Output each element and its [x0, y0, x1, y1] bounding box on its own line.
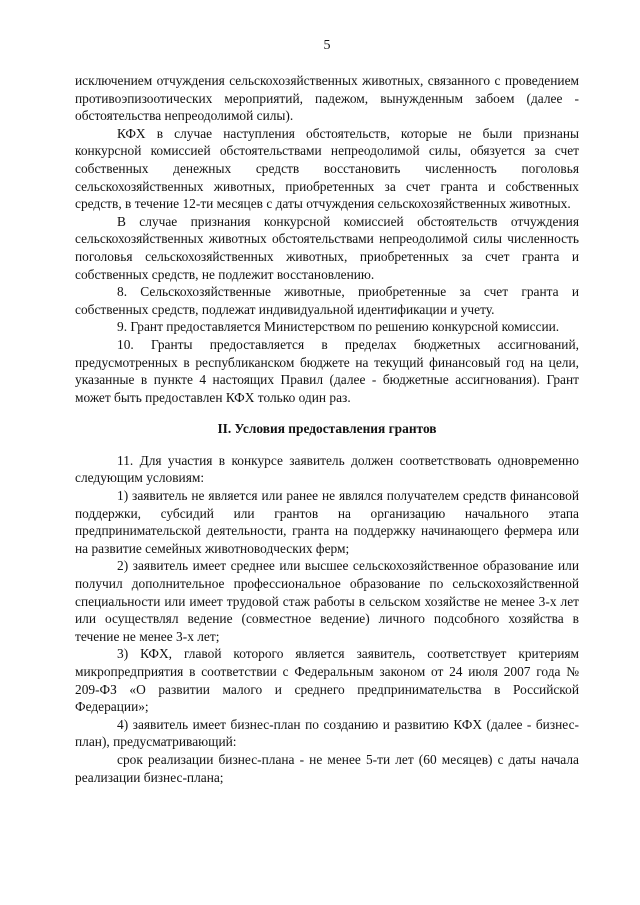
paragraph-business-plan-term: срок реализации бизнес-плана - не менее 5-ти лет (60 месяцев) с даты начала реализации бизнес-плана;: [75, 751, 579, 785]
paragraph-item-9: 9. Грант предоставляется Министерством по решению конкурсной комиссии.: [117, 319, 560, 335]
page-number: 5: [323, 38, 331, 53]
paragraph-item-11: 11. Для участия в конкурсе заявитель должен соответствовать одновременно следующим условиям:: [75, 452, 579, 486]
section-heading: II. Условия предоставления грантов: [217, 421, 437, 437]
document-body: [75, 72, 579, 786]
paragraph-no-restoration: В случае признания конкурсной комиссией обстоятельств отчуждения сельскохозяйственных животных обстоятельствами непреодолимой силы численность поголовья сельскохозяйственных животных, приобретенных за счет гранта и собственных средств, не подлежит восстановлению.: [75, 213, 579, 282]
paragraph-condition-3: 3) КФХ, главой которого является заявитель, соответствует критериям микропредприятия в соответствии с Федеральным законом от 24 июля 2007 года № 209-ФЗ «О развитии малого и среднего предпринимательства в Российской Федерации»;: [75, 646, 579, 715]
paragraph-condition-1: 1) заявитель не является или ранее не являлся получателем средств финансовой поддержки, субсидий или грантов на организацию начального этапа предпринимательской деятельности, гранта на поддержку начинающего фермера или на развитие семейных животноводческих ферм;: [75, 488, 579, 556]
paragraph-condition-4: 4) заявитель имеет бизнес-план по созданию и развитию КФХ (далее - бизнес-план), предусматривающий:: [75, 716, 579, 750]
document-page: [75, 0, 579, 786]
paragraph-kfh-restore-obligation: КФХ в случае наступления обстоятельств, которые не были признаны конкурсной комиссией обстоятельствами непреодолимой силы, обязуется за счет собственных денежных средств восстановить численность поголовья сельскохозяйственных животных, приобретенных за счет гранта и собственных средств, в течение 12-ти месяцев с даты отчуждения сельскохозяйственных животных.: [75, 125, 579, 212]
paragraph-item-10: 10. Гранты предоставляется в пределах бюджетных ассигнований, предусмотренных в республиканском бюджете на текущий финансовый год на цели, указанные в пункте 4 настоящих Правил (далее - бюджетные ассигнования). Грант может быть предоставлен КФХ только один раз.: [75, 336, 579, 405]
paragraph-item-8: 8. Сельскохозяйственные животные, приобретенные за счет гранта и собственных средств, подлежат индивидуальной идентификации и учету.: [75, 284, 579, 317]
paragraph-force-majeure-definition: исключением отчуждения сельскохозяйственных животных, связанного с проведением противоэпизоотических мероприятий, падежом, вынужденным забоем (далее - обстоятельства непреодолимой силы).: [75, 73, 579, 124]
paragraph-condition-2: 2) заявитель имеет среднее или высшее сельскохозяйственное образование или получил дополнительное профессиональное образование по сельскохозяйственной специальности или имеет трудовой стаж работы в сельском хозяйстве не менее 3-х лет или осуществлял ведение (совместное ведение) личного подсобного хозяйства в течение не менее 3-х лет;: [75, 558, 579, 644]
